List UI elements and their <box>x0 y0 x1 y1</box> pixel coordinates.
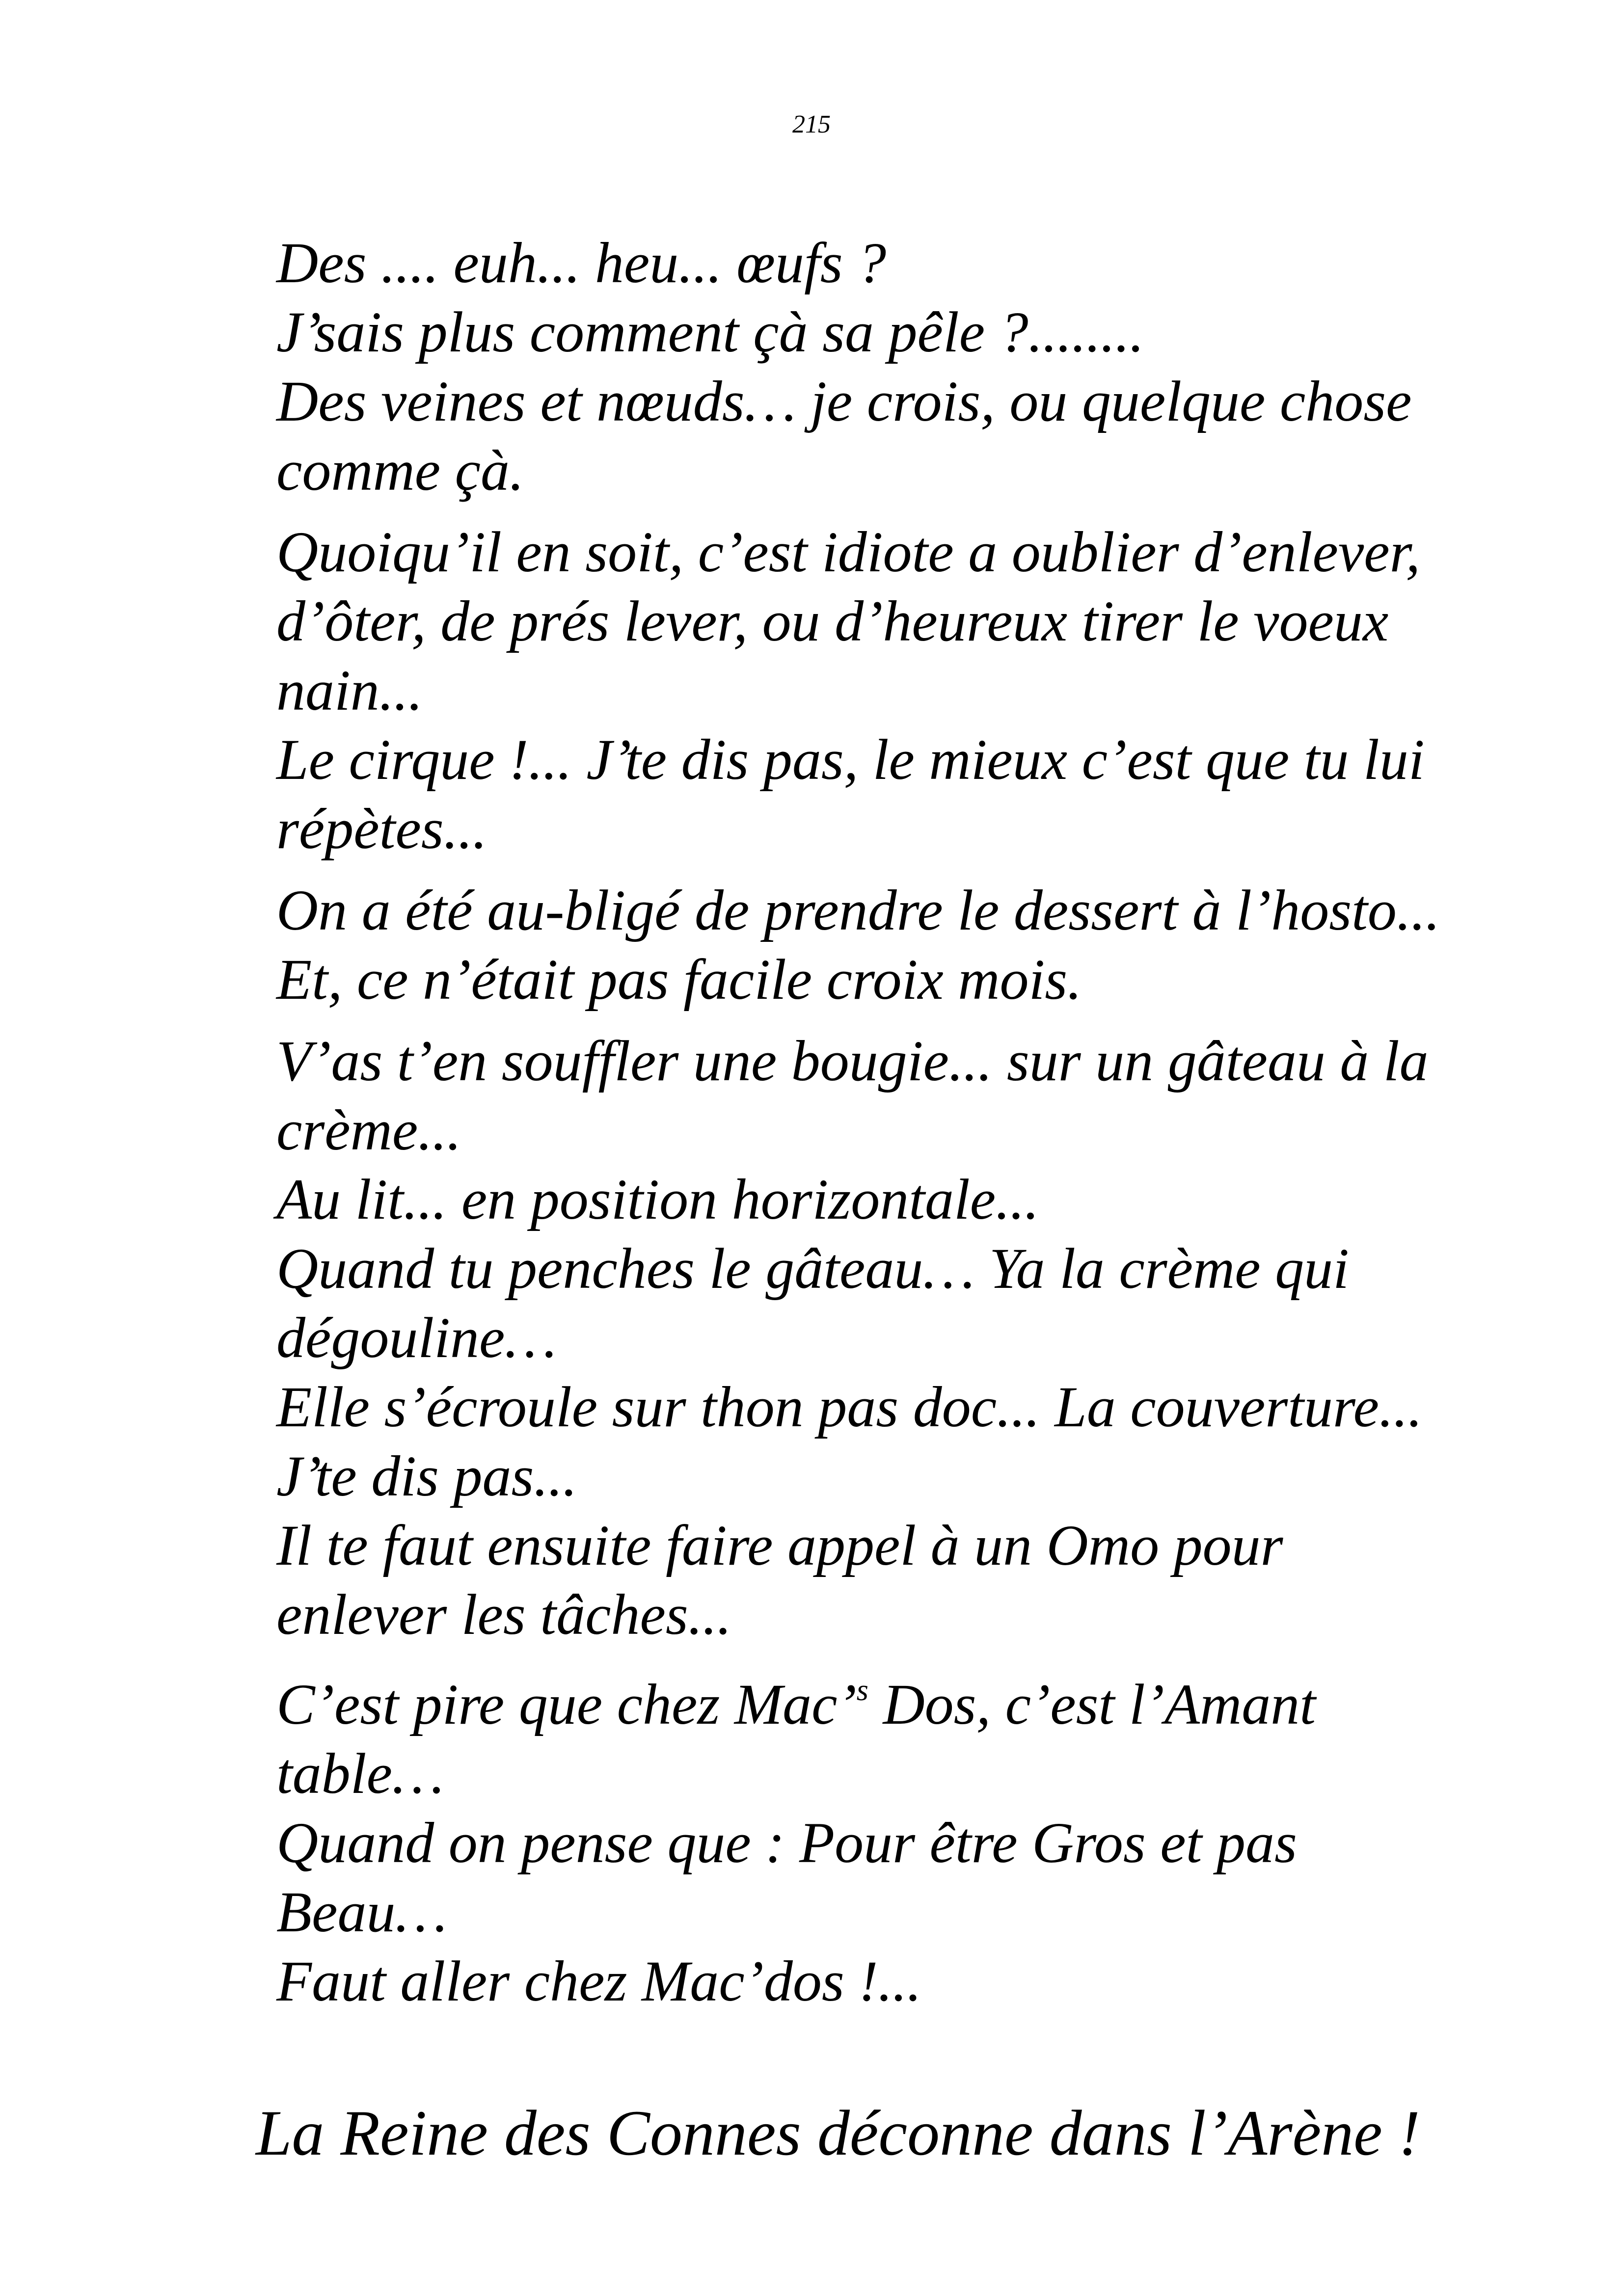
paragraph-3 <box>276 876 1563 1014</box>
text-line <box>276 1670 1563 1739</box>
text-line: répètes... <box>276 797 487 861</box>
closing-title: La Reine des Connes déconne dans l’Arène ! <box>256 2097 1420 2169</box>
text-line: J’sais plus comment çà sa pêle ?........ <box>276 300 1144 364</box>
text-line: Quand tu penches le gâteau… Ya la crème qui <box>276 1236 1349 1301</box>
text-line: dégouline… <box>276 1306 557 1370</box>
text-line: Des veines et nœuds… je crois, ou quelque chose <box>276 369 1412 433</box>
superscript: s <box>856 1674 868 1707</box>
paragraph-4 <box>276 1026 1563 1649</box>
text-line: table… <box>276 1741 444 1806</box>
text-line: Elle s’écroule sur thon pas doc... La couverture... <box>276 1375 1423 1439</box>
text-line: d’ôter, de prés lever, ou d’heureux tirer le voeux <box>276 589 1389 653</box>
text-line: Le cirque !... J’te dis pas, le mieux c’est que tu lui <box>276 727 1425 792</box>
text-line: Il te faut ensuite faire appel à un Omo pour <box>276 1513 1283 1577</box>
text-line: crème... <box>276 1098 461 1162</box>
text-line: nain... <box>276 658 423 722</box>
text-line: Beau… <box>276 1880 447 1944</box>
text-segment: Dos, c’est l’Amant <box>868 1672 1316 1736</box>
text-line: V’as t’en souffler une bougie... sur un gâteau à la <box>276 1029 1429 1093</box>
text-line: Quand on pense que : Pour être Gros et pas <box>276 1811 1297 1875</box>
text-line: J’te dis pas... <box>276 1444 577 1508</box>
poem-body <box>276 228 1563 2016</box>
text-line: Au lit... en position horizontale... <box>276 1167 1039 1231</box>
paragraph-5 <box>276 1670 1563 2016</box>
text-line: Des .... euh... heu... œufs ? <box>276 231 887 295</box>
text-line: Quoiqu’il en soit, c’est idiote a oublier d’enlever, <box>276 520 1420 584</box>
text-line: Et, ce n’était pas facile croix mois. <box>276 947 1082 1012</box>
text-segment: C’est pire que chez Mac’ <box>276 1672 857 1736</box>
text-line: comme çà. <box>276 438 524 503</box>
page-number: 215 <box>792 110 831 138</box>
text-line: enlever les tâches... <box>276 1582 732 1647</box>
text-line: On a été au-bligé de prendre le dessert à l’hosto... <box>276 878 1440 942</box>
paragraph-2 <box>276 517 1563 863</box>
paragraph-1 <box>276 228 1563 505</box>
text-line: Faut aller chez Mac’dos !... <box>276 1949 922 2013</box>
